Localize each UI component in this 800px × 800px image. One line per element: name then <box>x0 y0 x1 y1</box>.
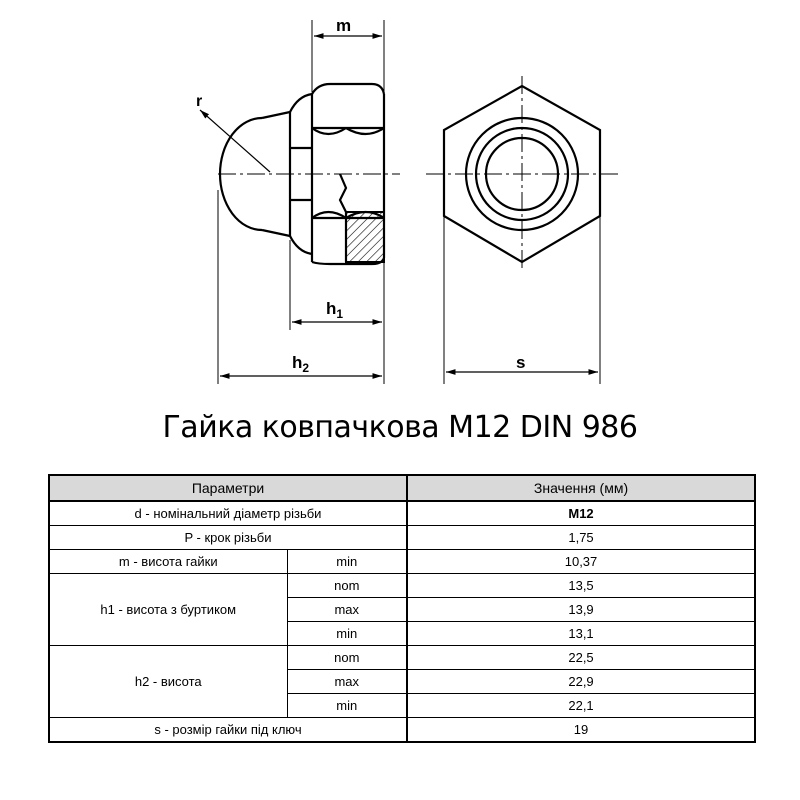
row-value-d: M12 <box>407 501 755 526</box>
header-params: Параметри <box>49 475 407 501</box>
table-row <box>49 718 755 743</box>
row-label-h2: h2 - висота <box>49 646 287 718</box>
row-value-s: 19 <box>407 718 755 743</box>
table-row <box>49 526 755 550</box>
label-m: m <box>336 16 352 35</box>
row-value-h1-max: 13,9 <box>407 598 755 622</box>
row-label-s: s - розмір гайки під ключ <box>49 718 407 743</box>
spec-table <box>48 474 756 743</box>
table-row <box>49 646 755 670</box>
label-h2: $h_2$ <box>292 353 310 375</box>
row-sub-h1-nom: nom <box>287 574 407 598</box>
table-row <box>49 501 755 526</box>
label-s: s <box>516 353 526 372</box>
row-label-h1: h1 - висота з буртиком <box>49 574 287 646</box>
table-header-row <box>49 475 755 501</box>
row-sub-h1-max: max <box>287 598 407 622</box>
row-sub-m: min <box>287 550 407 574</box>
row-value-h2-min: 22,1 <box>407 694 755 718</box>
table-row <box>49 574 755 598</box>
row-value-m: 10,37 <box>407 550 755 574</box>
row-label-m: m - висота гайки <box>49 550 287 574</box>
row-value-p: 1,75 <box>407 526 755 550</box>
row-value-h2-nom: 22,5 <box>407 646 755 670</box>
row-sub-h2-min: min <box>287 694 407 718</box>
header-values: Значення (мм) <box>407 475 755 501</box>
row-value-h1-min: 13,1 <box>407 622 755 646</box>
row-value-h2-max: 22,9 <box>407 670 755 694</box>
row-sub-h1-min: min <box>287 622 407 646</box>
table-row <box>49 550 755 574</box>
row-sub-h2-max: max <box>287 670 407 694</box>
label-h1: $h_1$ <box>326 299 344 321</box>
row-label-d: d - номінальний діаметр різьби <box>49 501 407 526</box>
row-value-h1-nom: 13,5 <box>407 574 755 598</box>
label-r: r <box>196 93 203 110</box>
row-label-p: P - крок різьби <box>49 526 407 550</box>
page-title: Гайка ковпачкова M12 DIN 986 <box>162 410 638 445</box>
row-sub-h2-nom: nom <box>287 646 407 670</box>
